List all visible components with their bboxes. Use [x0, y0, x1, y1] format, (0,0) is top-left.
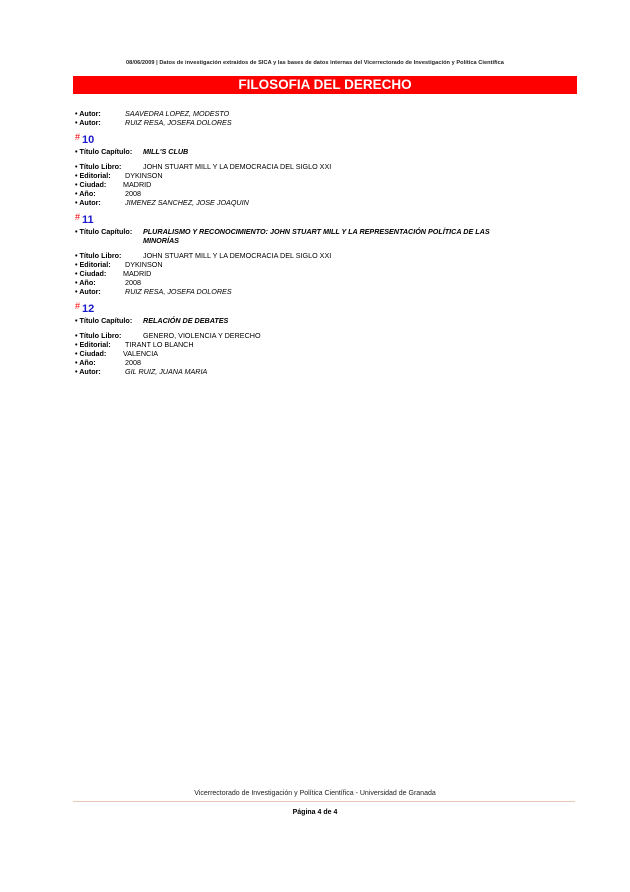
field-label: • Año:: [75, 358, 96, 367]
entry-number: 11: [82, 214, 94, 226]
field-label: • Título Capítulo:: [75, 316, 133, 325]
book-title: JOHN STUART MILL Y LA DEMOCRACIA DEL SIGLO XXI: [143, 251, 332, 260]
city-row: [75, 269, 515, 278]
book-title: JOHN STUART MILL Y LA DEMOCRACIA DEL SIGLO XXI: [143, 162, 332, 171]
page-number: Página 4 de 4: [292, 809, 338, 816]
field-label: • Editorial:: [75, 340, 111, 349]
city-row: [75, 180, 515, 189]
chapter-title: RELACIÓN DE DEBATES: [143, 316, 229, 325]
publisher-row: [75, 340, 515, 349]
publisher: DYKINSON: [125, 171, 163, 180]
chapter-title-row: [75, 227, 515, 245]
entry-heading: [75, 301, 515, 316]
field-label: • Año:: [75, 189, 96, 198]
publisher-row: [75, 260, 515, 269]
field-label: • Título Capítulo:: [75, 147, 133, 156]
field-label: • Autor:: [75, 109, 101, 118]
book-title-row: [75, 331, 515, 340]
author-row: [75, 367, 515, 376]
entry-heading: [75, 132, 515, 147]
field-label: • Ciudad:: [75, 180, 107, 189]
footer-divider: [73, 801, 575, 802]
author-row: [75, 198, 515, 207]
footer-institution: Vicerrectorado de Investigación y Política Científica - Universidad de Granada: [194, 790, 436, 797]
author-value: RUIZ RESA, JOSEFA DOLORES: [125, 118, 232, 127]
book-title-row: [75, 251, 515, 260]
author-row: [75, 287, 515, 296]
field-label: • Ciudad:: [75, 269, 107, 278]
entry-number: 10: [82, 134, 95, 146]
book-title: GENERO, VIOLENCIA Y DERECHO: [143, 331, 261, 340]
field-label: • Título Capítulo:: [75, 227, 133, 236]
hash-mark: #: [75, 212, 81, 222]
field-label: • Ciudad:: [75, 349, 107, 358]
intro-author-row: [75, 118, 515, 127]
year: 2008: [125, 189, 141, 198]
hash-mark: #: [75, 301, 81, 311]
publisher-row: [75, 171, 515, 180]
year-row: [75, 358, 515, 367]
field-label: • Autor:: [75, 118, 101, 127]
entry-heading: [75, 212, 515, 227]
field-label: • Título Libro:: [75, 331, 122, 340]
field-label: • Año:: [75, 278, 96, 287]
field-label: • Editorial:: [75, 171, 111, 180]
chapter-title: PLURALISMO Y RECONOCIMIENTO: JOHN STUART MILL Y LA REPRESENTACIÓN POLÍTICA DE LAS MINORÍAS: [143, 227, 490, 245]
publisher: TIRANT LO BLANCH: [125, 340, 194, 349]
hash-mark: #: [75, 132, 81, 142]
author-value: RUIZ RESA, JOSEFA DOLORES: [125, 287, 232, 296]
city: MADRID: [123, 269, 152, 278]
book-title-row: [75, 162, 515, 171]
record-list: [75, 109, 515, 376]
section-title: FILOSOFIA DEL DERECHO: [73, 76, 577, 94]
publisher: DYKINSON: [125, 260, 163, 269]
field-label: • Autor:: [75, 287, 101, 296]
field-label: • Autor:: [75, 367, 101, 376]
chapter-title-row: [75, 316, 515, 325]
city: MADRID: [123, 180, 152, 189]
year-row: [75, 189, 515, 198]
year: 2008: [125, 358, 141, 367]
author-value: GIL RUIZ, JUANA MARIA: [125, 367, 208, 376]
author-value: SAAVEDRA LOPEZ, MODESTO: [125, 109, 230, 118]
entry-number: 12: [82, 303, 95, 315]
field-label: • Título Libro:: [75, 162, 122, 171]
intro-author-row: [75, 109, 515, 118]
chapter-title-row: [75, 147, 515, 156]
chapter-title: MILL'S CLUB: [143, 147, 189, 156]
author-value: JIMENEZ SANCHEZ, JOSE JOAQUIN: [125, 198, 249, 207]
field-label: • Editorial:: [75, 260, 111, 269]
city: VALENCIA: [123, 349, 159, 358]
year-row: [75, 278, 515, 287]
field-label: • Autor:: [75, 198, 101, 207]
field-label: • Título Libro:: [75, 251, 122, 260]
page-header: 08/06/2009 | Datos de investigación extraídos de SICA y las bases de datos internas del Vicerrectorado de Investigación y Política Científica: [126, 60, 504, 66]
city-row: [75, 349, 515, 358]
year: 2008: [125, 278, 141, 287]
